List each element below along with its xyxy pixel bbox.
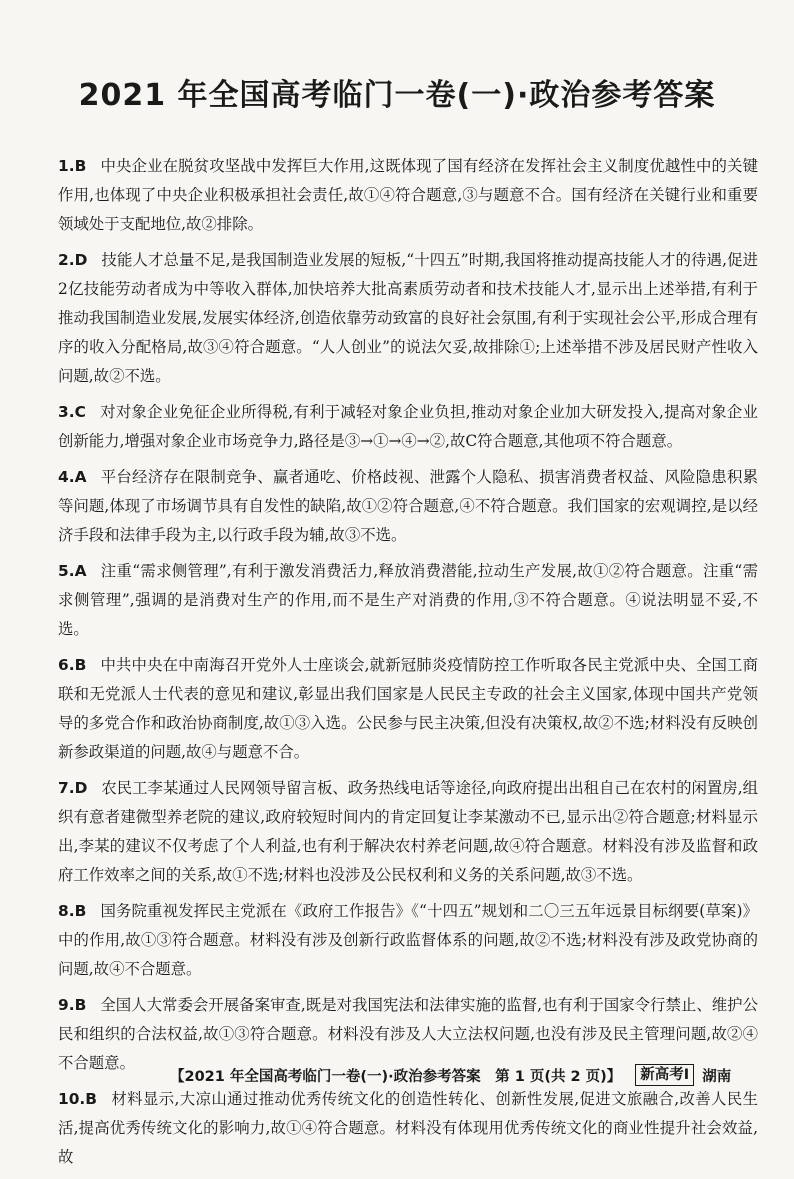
answer-item-3 bbox=[58, 398, 758, 456]
exam-version-badge: 新高考Ⅰ bbox=[635, 1064, 694, 1086]
item-number: 3. bbox=[58, 403, 75, 421]
item-answer: B bbox=[85, 1090, 97, 1108]
item-number: 4. bbox=[58, 468, 75, 486]
answer-item-7 bbox=[58, 774, 758, 890]
item-explanation: 中共中央在中南海召开党外人士座谈会,就新冠肺炎疫情防控工作听取各民主党派中央、全国工商联和无党派人士代表的意见和建议,彰显出我们国家是人民民主专政的社会主义国家,体现中国共产党领导的多党合作和政治协商制度,故①③入选。公民参与民主决策,但没有决策权,故②不选;材料没有反映创新参政渠道的问题,故④与题意不合。 bbox=[58, 656, 758, 761]
item-number: 5. bbox=[58, 562, 75, 580]
item-explanation: 国务院重视发挥民主党派在《政府工作报告》《“十四五”规划和二〇三五年远景目标纲要(草案)》中的作用,故①③符合题意。材料没有涉及创新行政监督体系的问题,故②不选;材料没有涉及政党协商的问题,故④不合题意。 bbox=[58, 902, 758, 978]
item-number: 7. bbox=[58, 779, 75, 797]
item-answer: B bbox=[74, 656, 87, 674]
item-number: 8. bbox=[58, 902, 75, 920]
item-explanation: 注重“需求侧管理”,有利于激发消费活力,释放消费潜能,拉动生产发展,故①②符合题意。注重“需求侧管理”,强调的是消费对生产的作用,而不是生产对消费的作用,③不符合题意。④说法明显不妥,不选。 bbox=[58, 562, 758, 638]
item-number: 6. bbox=[58, 656, 75, 674]
item-answer: D bbox=[74, 251, 88, 269]
answer-item-1 bbox=[58, 152, 758, 239]
answer-list bbox=[58, 152, 758, 1179]
item-answer: B bbox=[74, 996, 87, 1014]
page-footer bbox=[170, 1062, 770, 1088]
item-explanation: 中央企业在脱贫攻坚战中发挥巨大作用,这既体现了国有经济在发挥社会主义制度优越性中的关键作用,也体现了中央企业积极承担社会责任,故①④符合题意,③与题意不合。国有经济在关键行业和重要领域处于支配地位,故②排除。 bbox=[58, 157, 758, 233]
item-number: 9. bbox=[58, 996, 75, 1014]
item-number: 2. bbox=[58, 251, 75, 269]
item-explanation: 农民工李某通过人民网领导留言板、政务热线电话等途径,向政府提出出租自己在农村的闲置房,组织有意者建微型养老院的建议,政府较短时间内的肯定回复让李某激动不已,显示出②符合题意;材料显示出,李某的建议不仅考虑了个人利益,也有利于解决农村养老问题,故④符合题意。材料没有涉及监督和政府工作效率之间的关系,故①不选;材料也没涉及公民权利和义务的关系问题,故③不选。 bbox=[58, 779, 758, 884]
answer-item-5 bbox=[58, 557, 758, 644]
answer-item-10 bbox=[58, 1085, 758, 1172]
item-number: 10. bbox=[58, 1090, 86, 1108]
item-answer: D bbox=[74, 779, 88, 797]
answer-item-2 bbox=[58, 246, 758, 391]
item-number: 1. bbox=[58, 157, 75, 175]
footer-caption: 【2021 年全国高考临门一卷(一)·政治参考答案 第 1 页(共 2 页)】 bbox=[170, 1068, 622, 1085]
item-explanation: 材料显示,大凉山通过推动优秀传统文化的创造性转化、创新性发展,促进文旅融合,改善人民生活,提高优秀传统文化的影响力,故①④符合题意。材料没有体现用优秀传统文化的商业性提升社会效益,故 bbox=[58, 1090, 758, 1166]
item-answer: A bbox=[74, 562, 87, 580]
region-label: 湖南 bbox=[702, 1068, 732, 1085]
answer-item-8 bbox=[58, 897, 758, 984]
item-answer: C bbox=[74, 403, 86, 421]
answer-item-4 bbox=[58, 463, 758, 550]
item-answer: A bbox=[74, 468, 87, 486]
item-explanation: 全国人大常委会开展备案审查,既是对我国宪法和法律实施的监督,也有利于国家令行禁止、维护公民和组织的合法权益,故①③符合题意。材料没有涉及人大立法权问题,也没有涉及民主管理问题,故②④不合题意。 bbox=[58, 996, 758, 1072]
item-answer: B bbox=[74, 157, 87, 175]
item-explanation: 技能人才总量不足,是我国制造业发展的短板,“十四五”时期,我国将推动提高技能人才的待遇,促进2亿技能劳动者成为中等收入群体,加快培养大批高素质劳动者和技术技能人才,显示出上述举措,有利于推动我国制造业发展,发展实体经济,创造依靠劳动致富的良好社会氛围,有利于实现社会公平,形成合理有序的收入分配格局,故③④符合题意。“人人创业”的说法欠妥,故排除①;上述举措不涉及居民财产性收入问题,故②不选。 bbox=[58, 251, 758, 385]
item-answer: B bbox=[74, 902, 87, 920]
answer-item-6 bbox=[58, 651, 758, 767]
page-title: 2021 年全国高考临门一卷(一)·政治参考答案 bbox=[78, 78, 716, 113]
item-explanation: 平台经济存在限制竞争、赢者通吃、价格歧视、泄露个人隐私、损害消费者权益、风险隐患积累等问题,体现了市场调节具有自发性的缺陷,故①②符合题意,④不符合题意。我们国家的宏观调控,是以经济手段和法律手段为主,以行政手段为辅,故③不选。 bbox=[58, 468, 758, 544]
item-explanation: 对对象企业免征企业所得税,有利于减轻对象企业负担,推动对象企业加大研发投入,提高对象企业创新能力,增强对象企业市场竞争力,路径是③→①→④→②,故C符合题意,其他项不符合题意。 bbox=[58, 403, 758, 450]
